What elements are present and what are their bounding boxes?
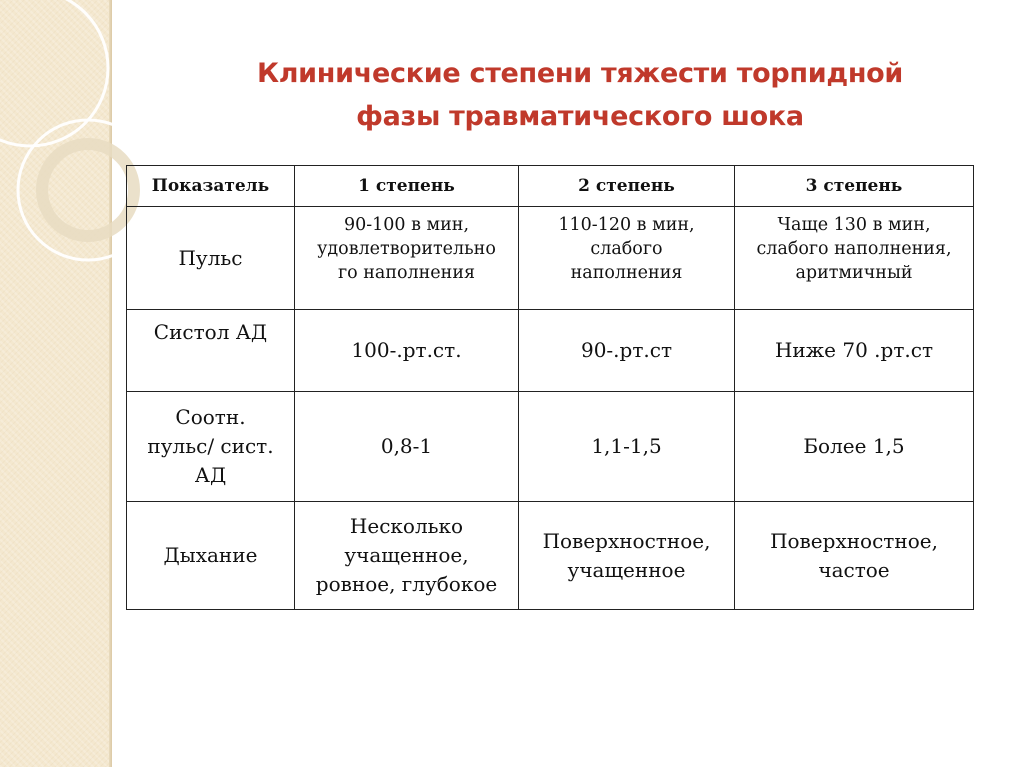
- cell-pulse-degree-1: [295, 207, 519, 310]
- cell-line: удовлетворительно: [317, 239, 496, 259]
- cell-breathing-degree-2: [519, 502, 735, 610]
- table-row-pulse: [127, 207, 974, 310]
- row-label-pulse: Пульс: [127, 207, 295, 310]
- table-row-breathing: [127, 502, 974, 610]
- cell-line: учащенное: [567, 557, 686, 582]
- shock-severity-table: [126, 165, 974, 610]
- label-line: Соотн.: [175, 405, 246, 429]
- row-label-pulse-bp-ratio: [127, 392, 295, 502]
- cell-line: Поверхностное,: [542, 528, 711, 553]
- page-title: [150, 52, 1010, 138]
- cell-line: го наполнения: [337, 263, 476, 283]
- cell-breathing-degree-1: [295, 502, 519, 610]
- cell-pulse-degree-3: [735, 207, 974, 310]
- cell-line: Несколько: [349, 514, 464, 538]
- row-label-systolic-bp: Систол АД: [127, 310, 295, 392]
- label-line: АД: [194, 463, 227, 487]
- cell-line: частое: [818, 557, 890, 582]
- row-label-breathing: Дыхание: [127, 502, 295, 610]
- title-line-2: фазы травматического шока: [356, 101, 804, 132]
- header-indicator: Показатель: [127, 166, 295, 207]
- header-degree-2: 2 степень: [519, 166, 735, 207]
- cell-ratio-degree-3: Более 1,5: [735, 392, 974, 502]
- cell-systolic-degree-1: 100-.рт.ст.: [295, 310, 519, 392]
- header-degree-1: 1 степень: [295, 166, 519, 207]
- cell-line: слабого: [590, 239, 663, 259]
- cell-line: аритмичный: [795, 263, 913, 283]
- cell-line: 110-120 в мин,: [558, 215, 695, 235]
- table-header-row: [127, 166, 974, 207]
- cell-line: слабого наполнения,: [756, 239, 952, 259]
- cell-ratio-degree-1: 0,8-1: [295, 392, 519, 502]
- cell-line: Поверхностное,: [770, 528, 938, 553]
- cell-line: ровное, глубокое: [315, 572, 498, 596]
- cell-pulse-degree-2: [519, 207, 735, 310]
- label-line: пульс/ сист.: [147, 434, 274, 458]
- cell-systolic-degree-2: 90-.рт.ст: [519, 310, 735, 392]
- header-degree-3: 3 степень: [735, 166, 974, 207]
- cell-line: 90-100 в мин,: [343, 215, 470, 235]
- title-line-1: Клинические степени тяжести торпидной: [256, 58, 904, 89]
- cell-line: Чаще 130 в мин,: [777, 215, 931, 235]
- cell-line: учащенное,: [344, 543, 469, 567]
- cell-line: наполнения: [570, 263, 683, 283]
- cell-systolic-degree-3: Ниже 70 .рт.ст: [735, 310, 974, 392]
- table-row-pulse-bp-ratio: [127, 392, 974, 502]
- table-row-systolic-bp: [127, 310, 974, 392]
- cell-breathing-degree-3: [735, 502, 974, 610]
- cell-ratio-degree-2: 1,1-1,5: [519, 392, 735, 502]
